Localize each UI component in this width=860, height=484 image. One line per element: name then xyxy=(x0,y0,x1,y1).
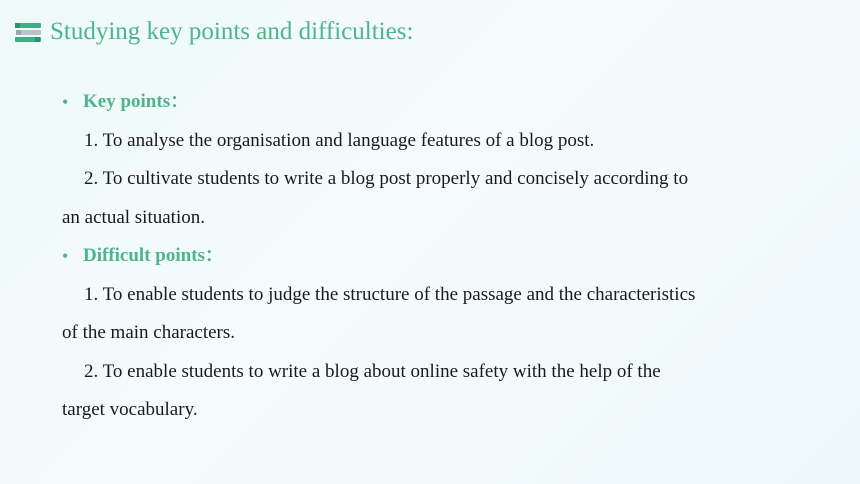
key-point-1: 1. To analyse the organisation and language features of a blog post. xyxy=(84,129,595,151)
difficult-points-heading: Difficult points： xyxy=(83,245,224,266)
content-body xyxy=(62,83,802,430)
title-row xyxy=(14,14,413,50)
key-point-2: 2. To cultivate students to write a blog post properly and concisely according to xyxy=(84,168,689,189)
difficult-point-2: 2. To enable students to write a blog about online safety with the help of the xyxy=(84,360,661,382)
bullet-icon: • xyxy=(62,246,69,266)
key-points-heading-row xyxy=(62,83,802,122)
books-icon xyxy=(14,21,42,43)
key-point-2-continued: an actual situation. xyxy=(62,206,205,228)
page-title: Studying key points and difficulties: xyxy=(50,18,414,45)
difficult-point-2-continued: target vocabulary. xyxy=(62,399,198,420)
difficult-point-1: 1. To enable students to judge the structure of the passage and the characteristics xyxy=(84,283,696,305)
difficult-point-1-continued: of the main characters. xyxy=(62,322,236,343)
key-points-heading: Key points： xyxy=(83,91,190,112)
difficult-points-heading-row xyxy=(62,237,802,276)
bullet-icon: • xyxy=(62,92,69,112)
